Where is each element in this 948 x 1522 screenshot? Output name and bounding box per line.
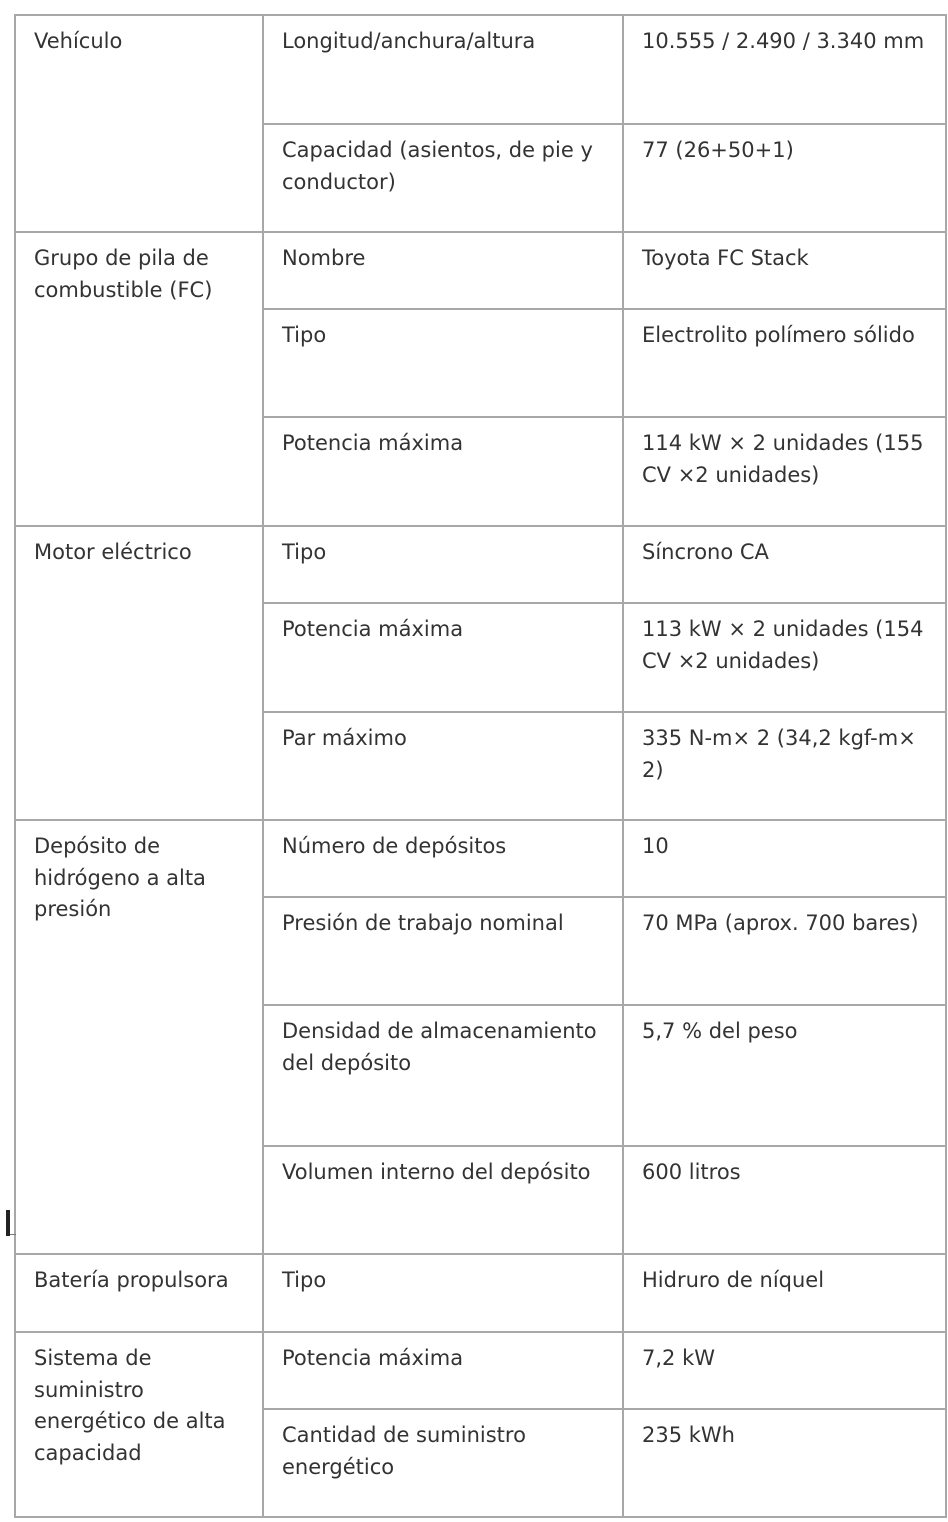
value-cell: 113 kW × 2 unidades (154 CV ×2 unidades)	[623, 603, 946, 712]
group-label-cell: Batería propulsora	[15, 1254, 263, 1332]
value-cell: 5,7 % del peso	[623, 1005, 946, 1146]
parameter-cell: Densidad de almacenamiento del depósito	[263, 1005, 623, 1146]
value-cell: 235 kWh	[623, 1409, 946, 1517]
value-cell: 10	[623, 820, 946, 897]
parameter-cell: Volumen interno del depósito	[263, 1146, 623, 1254]
group-label-cell: Grupo de pila de combustible (FC)	[15, 232, 263, 526]
text-cursor-mark	[6, 1210, 10, 1236]
value-cell: 77 (26+50+1)	[623, 124, 946, 232]
parameter-cell: Tipo	[263, 526, 623, 603]
parameter-cell: Número de depósitos	[263, 820, 623, 897]
table-row	[15, 526, 946, 603]
parameter-cell: Presión de trabajo nominal	[263, 897, 623, 1005]
table-row	[15, 15, 946, 124]
table-row	[15, 820, 946, 897]
table-row	[15, 1332, 946, 1409]
parameter-cell: Tipo	[263, 309, 623, 417]
specifications-table	[14, 14, 947, 1518]
value-cell: 7,2 kW	[623, 1332, 946, 1409]
value-cell: Electrolito polímero sólido	[623, 309, 946, 417]
group-label-cell: Vehículo	[15, 15, 263, 232]
parameter-cell: Potencia máxima	[263, 603, 623, 712]
parameter-cell: Cantidad de suministro energético	[263, 1409, 623, 1517]
value-cell: Toyota FC Stack	[623, 232, 946, 309]
group-label-cell: Motor eléctrico	[15, 526, 263, 820]
parameter-cell: Potencia máxima	[263, 1332, 623, 1409]
table-row	[15, 1254, 946, 1332]
parameter-cell: Potencia máxima	[263, 417, 623, 526]
value-cell: 70 MPa (aprox. 700 bares)	[623, 897, 946, 1005]
parameter-cell: Longitud/anchura/altura	[263, 15, 623, 124]
value-cell: Síncrono CA	[623, 526, 946, 603]
value-cell: 114 kW × 2 unidades (155 CV ×2 unidades)	[623, 417, 946, 526]
parameter-cell: Nombre	[263, 232, 623, 309]
group-label-cell: Depósito de hidrógeno a alta presión	[15, 820, 263, 1254]
parameter-cell: Tipo	[263, 1254, 623, 1332]
value-cell: 600 litros	[623, 1146, 946, 1254]
parameter-cell: Par máximo	[263, 712, 623, 820]
value-cell: 335 N-m× 2 (34,2 kgf-m× 2)	[623, 712, 946, 820]
value-cell: 10.555 / 2.490 / 3.340 mm	[623, 15, 946, 124]
table-row	[15, 232, 946, 309]
group-label-cell: Sistema de suministro energético de alta capacidad	[15, 1332, 263, 1517]
parameter-cell: Capacidad (asientos, de pie y conductor)	[263, 124, 623, 232]
value-cell: Hidruro de níquel	[623, 1254, 946, 1332]
